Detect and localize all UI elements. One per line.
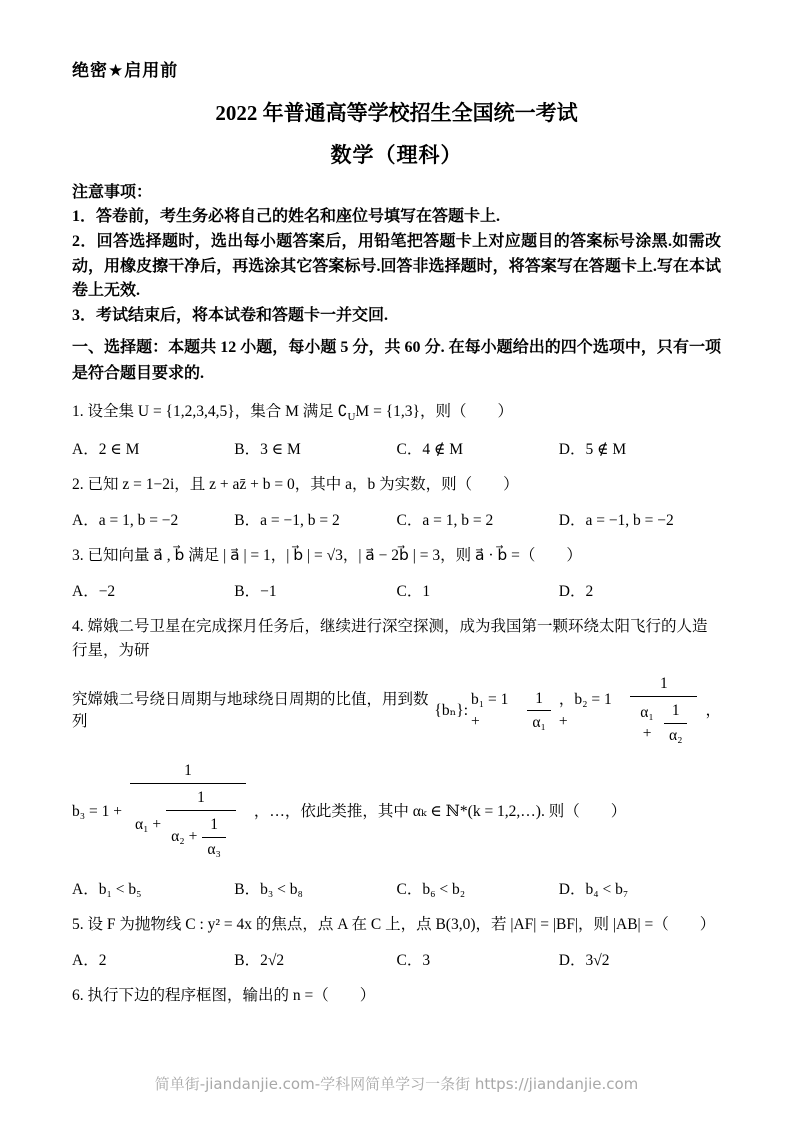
q2-option-b: B．a = −1, b = 2 xyxy=(234,512,340,530)
q4-b2-inner-denominator: α₂ xyxy=(668,726,683,744)
q4-b1-fraction xyxy=(527,688,551,734)
q5-option-b: B．2√2 xyxy=(234,952,285,970)
q4-option-a: A．b₁ < b₅ xyxy=(72,881,142,899)
q4-line2 xyxy=(72,671,721,750)
q4-b3-inner-denominator: α₃ xyxy=(207,840,221,858)
q4-options xyxy=(72,877,721,899)
q5-option-d: D．3√2 xyxy=(558,952,610,970)
notice-item-3: 3．考试结束后，将本试卷和答题卡一并交回. xyxy=(72,307,389,325)
q5-option-c: C．3 xyxy=(396,952,431,970)
notice-item-2: 2．回答选择题时，选出每小题答案后，用铅笔把答题卡上对应题目的答案标号涂黑.如需改动，用橡皮擦干净后，再选涂其它答案标号.回答非选择题时，将答案写在答题卡上.写在本试卷上无效. xyxy=(72,232,721,300)
q4-b2-inner-fraction xyxy=(664,700,688,746)
question-2 xyxy=(72,473,721,530)
q1-option-b: B．3 ∈ M xyxy=(234,441,301,459)
q4-line3 xyxy=(72,758,721,866)
q6-stem: 6. 执行下边的程序框图，输出的 n =（ ） xyxy=(72,987,376,1005)
q4-b2-lead: ，b₂ = 1 + xyxy=(558,691,612,730)
q4-b3-mid-denominator-text: α₂ + xyxy=(171,828,198,846)
q3-options xyxy=(72,579,721,601)
section-heading: 一、选择题：本题共 12 小题，每小题 5 分，共 60 分. 在每小题给出的四个选项中，只有一项是符合题目要求的. xyxy=(72,338,721,382)
q4-b1-denominator: α₁ xyxy=(532,714,546,732)
q1-option-a: A．2 ∈ M xyxy=(72,441,140,459)
q4-b2-denominator-text: α₁ + xyxy=(640,703,654,743)
q4-b2-inner-numerator: 1 xyxy=(664,700,688,724)
q4-b3-mid-fraction xyxy=(166,787,236,862)
q2-option-c: C．a = 1, b = 2 xyxy=(396,512,494,530)
q4-option-c: C．b₆ < b₂ xyxy=(396,881,466,899)
question-4 xyxy=(72,615,721,899)
q4-b2-numerator: 1 xyxy=(630,673,697,697)
q4-line2-tail: ， xyxy=(705,702,721,720)
q5-option-a: A．2 xyxy=(72,952,107,970)
q3-option-b: B．−1 xyxy=(234,583,277,601)
q2-stem: 2. 已知 z = 1−2i，且 z + az̄ + b = 0，其中 a，b 为实数，则（ ） xyxy=(72,476,519,494)
q4-b3-fraction xyxy=(130,760,246,864)
q2-options xyxy=(72,508,721,530)
q4-option-b: B．b₃ < b₈ xyxy=(234,881,303,899)
q2-option-d: D．a = −1, b = −2 xyxy=(558,512,674,530)
q4-b3-mid-numerator: 1 xyxy=(166,787,236,811)
q4-b2-fraction xyxy=(630,673,697,748)
q1-options xyxy=(72,437,721,459)
exam-title: 2022 年普通高等学校招生全国统一考试 xyxy=(215,101,578,125)
q3-option-a: A．−2 xyxy=(72,583,116,601)
question-6 xyxy=(72,984,721,1008)
q4-option-d: D．b₄ < b₇ xyxy=(558,881,629,899)
q1-stem-post: M = {1,3}，则（ ） xyxy=(355,403,513,421)
q1-stem-pre: 1. 设全集 U = {1,2,3,4,5}，集合 M 满足 ∁ xyxy=(72,403,348,421)
q2-option-a: A．a = 1, b = −2 xyxy=(72,512,179,530)
q4-line1: 4. 嫦娥二号卫星在完成探月任务后，继续进行深空探测，成为我国第一颗环绕太阳飞行的人造行星，为研 xyxy=(72,618,708,660)
q3-stem: 3. 已知向量 a⃗ , b⃗ 满足 | a⃗ | = 1，| b⃗ | = √3，| a⃗ − 2b⃗ | = 3，则 a⃗ · b⃗ =（ ） xyxy=(72,547,582,565)
q3-option-c: C．1 xyxy=(396,583,431,601)
question-3 xyxy=(72,544,721,601)
q4-b3-inner-fraction xyxy=(202,814,226,860)
q4-b3-denominator-text: α₁ + xyxy=(135,815,162,833)
question-5 xyxy=(72,913,721,970)
q4-b1-lead: b₁ = 1 + xyxy=(471,691,509,730)
q4-line3-tail: ，…，依此类推，其中 αₖ ∈ ℕ*(k = 1,2,…). 则（ ） xyxy=(253,803,627,821)
q1-option-c: C．4 ∉ M xyxy=(396,441,464,459)
q4-b3-numerator: 1 xyxy=(130,760,246,784)
q1-stem xyxy=(72,400,721,426)
q5-options xyxy=(72,948,721,970)
q1-option-d: D．5 ∉ M xyxy=(558,441,627,459)
notice-item-1: 1．答卷前，考生务必将自己的姓名和座位号填写在答题卡上. xyxy=(72,208,501,225)
q4-sequence-label: {bₙ}: xyxy=(434,702,469,720)
q4-b1-numerator: 1 xyxy=(527,688,551,712)
q5-stem: 5. 设 F 为抛物线 C : y² = 4x 的焦点，点 A 在 C 上，点 B(3,0)，若 |AF| = |BF|，则 |AB| =（ ） xyxy=(72,916,716,934)
q4-b3-inner-numerator: 1 xyxy=(202,814,226,838)
q3-option-d: D．2 xyxy=(558,583,594,601)
notice-section xyxy=(72,181,721,329)
classification-label: 绝密★启用前 xyxy=(72,61,179,80)
exam-subtitle: 数学（理科） xyxy=(330,143,463,167)
q1-complement-subscript: U xyxy=(347,411,356,424)
q4-b3-lead: b₃ = 1 + xyxy=(72,803,123,821)
notice-heading: 注意事项： xyxy=(72,184,153,201)
page-footer: 简单街-jiandanjie.com-学科网简单学习一条街 https://jiandanjie.com xyxy=(154,1075,639,1093)
q4-line2-text: 究嫦娥二号绕日周期与地球绕日周期的比值，用到数列 xyxy=(72,691,429,730)
question-1 xyxy=(72,400,721,459)
